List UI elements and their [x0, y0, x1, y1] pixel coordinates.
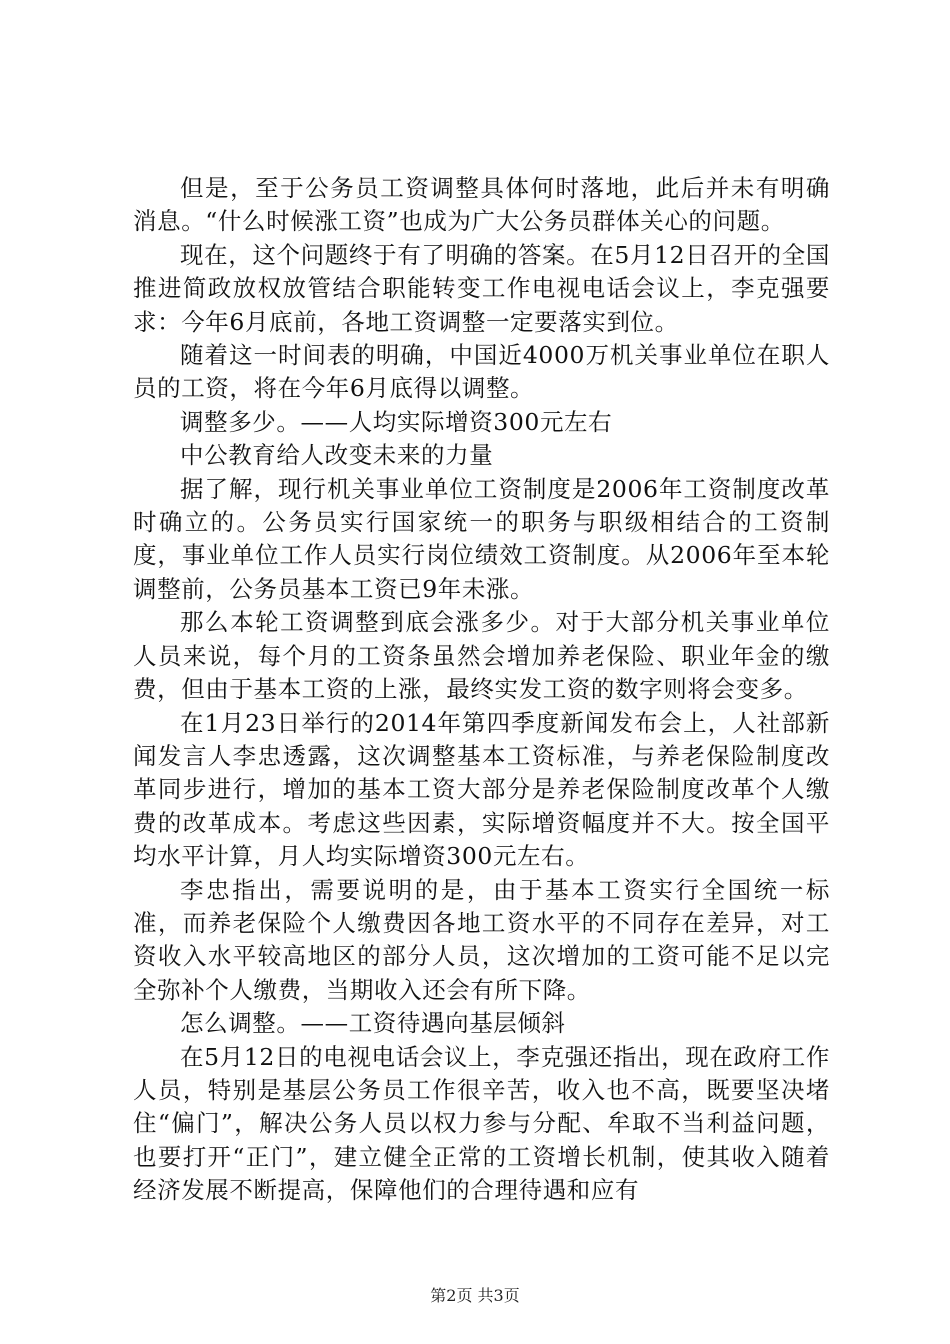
paragraph: 在1月23日举行的2014年第四季度新闻发布会上，人社部新闻发言人李忠透露，这次调整基本工资标准，与养老保险制度改革同步进行，增加的基本工资大部分是养老保险制度改革个人缴费的改革成本。考虑这些因素，实际增资幅度并不大。按全国平均水平计算，月人均实际增资300元左右。	[133, 708, 830, 871]
paragraph: 李忠指出，需要说明的是，由于基本工资实行全国统一标准，而养老保险个人缴费因各地工资水平的不同存在差异，对工资收入水平较高地区的部分人员，这次增加的工资可能不足以完全弥补个人缴费，当期收入还会有所下降。	[133, 875, 830, 1004]
section-heading: 怎么调整。——工资待遇向基层倾斜	[180, 1009, 566, 1038]
page-footer: 第2页 共3页	[430, 1286, 520, 1305]
paragraph: 中公教育给人改变未来的力量	[180, 441, 494, 470]
paragraph: 现在，这个问题终于有了明确的答案。在5月12日召开的全国推进简政放权放管结合职能转变工作电视电话会议上，李克强要求：今年6月底前，各地工资调整一定要落实到位。	[133, 240, 830, 336]
paragraph: 但是，至于公务员工资调整具体何时落地，此后并未有明确消息。“什么时候涨工资”也成为广大公务员群体关心的问题。	[133, 174, 830, 236]
paragraph: 随着这一时间表的明确，中国近4000万机关事业单位在职人员的工资，将在今年6月底得以调整。	[133, 341, 830, 403]
section-heading: 调整多少。——人均实际增资300元左右	[180, 407, 613, 436]
paragraph: 那么本轮工资调整到底会涨多少。对于大部分机关事业单位人员来说，每个月的工资条虽然会增加养老保险、职业年金的缴费，但由于基本工资的上涨，最终实发工资的数字则将会变多。	[133, 608, 830, 704]
paragraph: 据了解，现行机关事业单位工资制度是2006年工资制度改革时确立的。公务员实行国家统一的职务与职级相结合的工资制度，事业单位工作人员实行岗位绩效工资制度。从2006年至本轮调整前，公务员基本工资已9年未涨。	[133, 474, 830, 603]
document-body	[133, 172, 830, 1208]
paragraph: 在5月12日的电视电话会议上，李克强还指出，现在政府工作人员，特别是基层公务员工作很辛苦，收入也不高，既要坚决堵住“偏门”，解决公务人员以权力参与分配、牟取不当利益问题，也要打开“正门”，建立健全正常的工资增长机制，使其收入随着经济发展不断提高，保障他们的合理待遇和应有	[133, 1042, 830, 1205]
